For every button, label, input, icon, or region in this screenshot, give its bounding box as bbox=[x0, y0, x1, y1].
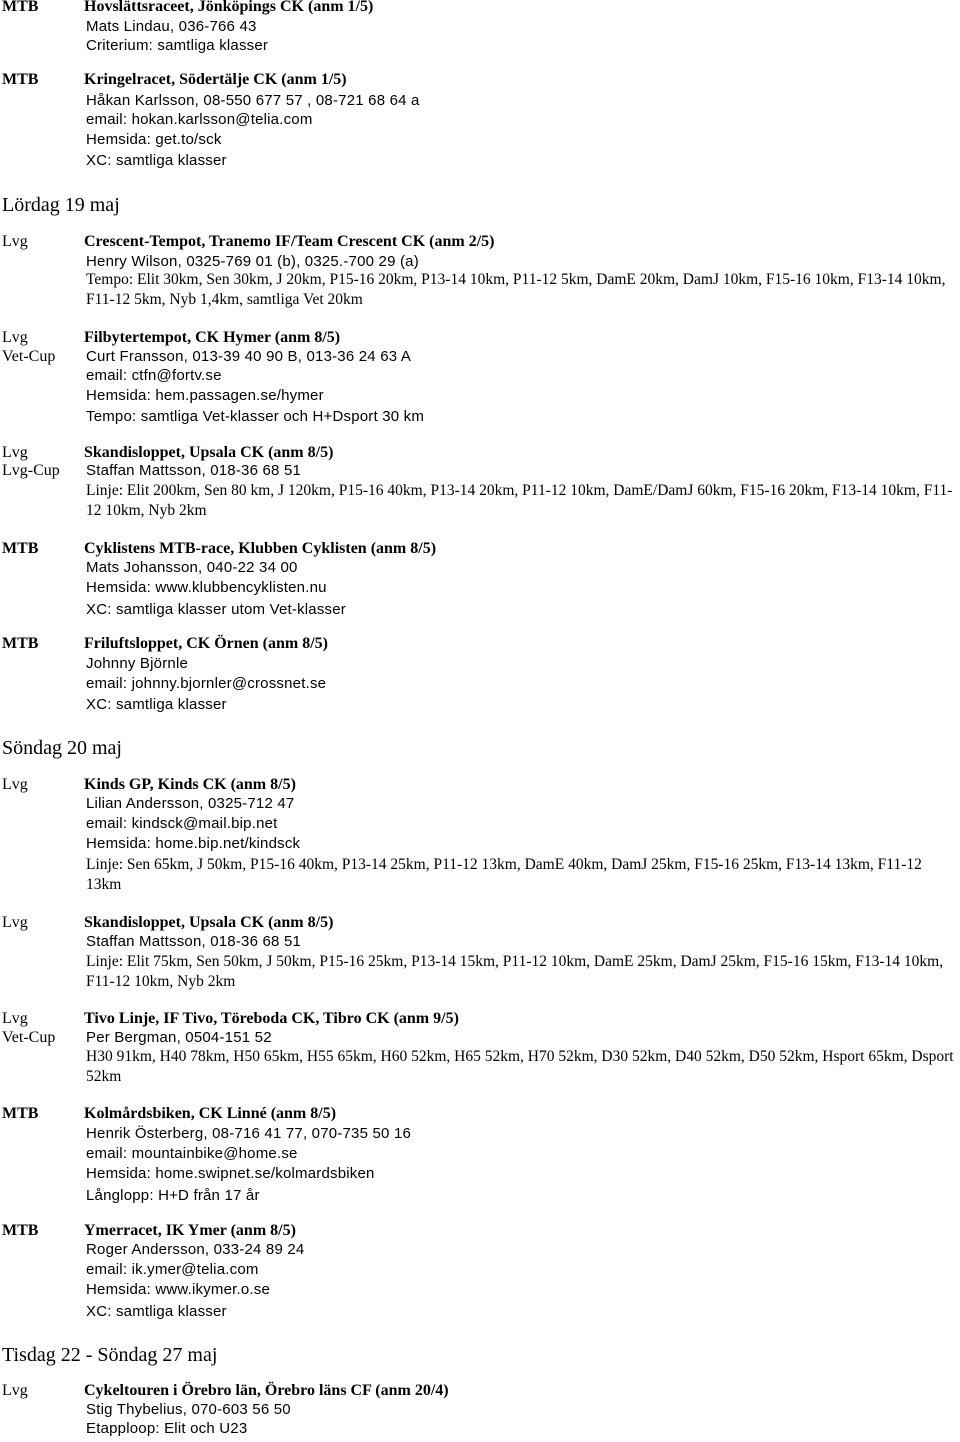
event-classes: Criterium: samtliga klasser bbox=[86, 37, 269, 54]
event-contact: Mats Johansson, 040-22 34 00 bbox=[86, 559, 298, 576]
event-contact: Curt Fransson, 013-39 40 90 B, 013-36 24 63 A bbox=[86, 348, 412, 365]
event-website: Hemsida: get.to/sck bbox=[86, 131, 222, 148]
event-classes: XC: samtliga klasser utom Vet-klasser bbox=[86, 601, 346, 618]
event-title: Ymerracet, IK Ymer (anm 8/5) bbox=[84, 1222, 296, 1239]
event-contact: Henry Wilson, 0325-769 01 (b), 0325.-700 29 (a) bbox=[86, 253, 419, 270]
event-classes: XC: samtliga klasser bbox=[86, 1303, 227, 1320]
event-title: Kringelracet, Södertälje CK (anm 1/5) bbox=[84, 71, 347, 88]
event-category: Lvg bbox=[2, 444, 28, 461]
event-email: email: ctfn@fortv.se bbox=[86, 367, 222, 384]
event-classes: Etapploop: Elit och U23 bbox=[86, 1420, 248, 1437]
event-title: Cyklistens MTB-race, Klubben Cyklisten (anm 8/5) bbox=[84, 540, 437, 557]
event-title: Kolmårdsbiken, CK Linné (anm 8/5) bbox=[84, 1105, 337, 1122]
event-contact: Lilian Andersson, 0325-712 47 bbox=[86, 795, 295, 812]
event-title: Cykeltouren i Örebro län, Örebro läns CF (anm 20/4) bbox=[84, 1382, 449, 1399]
event-contact: Stig Thybelius, 070-603 56 50 bbox=[86, 1401, 291, 1418]
event-contact: Roger Andersson, 033-24 89 24 bbox=[86, 1241, 305, 1258]
event-email: email: ik.ymer@telia.com bbox=[86, 1261, 259, 1278]
event-classes: XC: samtliga klasser bbox=[86, 696, 227, 713]
event-website: Hemsida: hem.passagen.se/hymer bbox=[86, 387, 324, 404]
day-heading: Tisdag 22 - Söndag 27 maj bbox=[2, 1344, 218, 1366]
day-heading: Lördag 19 maj bbox=[2, 194, 120, 216]
event-category: Lvg bbox=[2, 914, 28, 931]
event-classes: XC: samtliga klasser bbox=[86, 152, 227, 169]
event-contact: Mats Lindau, 036-766 43 bbox=[86, 18, 257, 35]
event-contact: Henrik Österberg, 08-716 41 77, 070-735 50 16 bbox=[86, 1125, 412, 1142]
event-category: Lvg bbox=[2, 1010, 28, 1027]
day-heading: Söndag 20 maj bbox=[2, 737, 122, 759]
event-category: MTB bbox=[2, 635, 39, 652]
event-details: Tempo: Elit 30km, Sen 30km, J 20km, P15-16 20km, P13-14 10km, P11-12 5km, DamE 20km, DamJ 10km, F15-16 10km, F13-14 10km, F11-12 5km, Nyb 1,4km, samtliga Vet 20km bbox=[86, 271, 946, 308]
event-title: Filbytertempot, CK Hymer (anm 8/5) bbox=[84, 329, 341, 346]
event-title: Hovslättsraceet, Jönköpings CK (anm 1/5) bbox=[84, 0, 374, 15]
event-category: Lvg bbox=[2, 329, 28, 346]
event-cup: Lvg-Cup bbox=[2, 462, 60, 479]
event-title: Skandisloppet, Upsala CK (anm 8/5) bbox=[84, 914, 334, 931]
event-cup: Vet-Cup bbox=[2, 1029, 56, 1046]
event-details: Linje: Elit 200km, Sen 80 km, J 120km, P15-16 40km, P13-14 20km, P11-12 10km, DamE/DamJ 60km, F15-16 20km, F13-14 10km, F11-12 10km, Nyb 2km bbox=[86, 482, 953, 519]
event-title: Tivo Linje, IF Tivo, Töreboda CK, Tibro CK (anm 9/5) bbox=[84, 1010, 459, 1027]
event-category: MTB bbox=[2, 540, 39, 557]
event-title: Friluftsloppet, CK Örnen (anm 8/5) bbox=[84, 635, 328, 652]
event-email: email: hokan.karlsson@telia.com bbox=[86, 111, 313, 128]
event-classes: Tempo: samtliga Vet-klasser och H+Dsport 30 km bbox=[86, 408, 425, 425]
event-website: Hemsida: home.swipnet.se/kolmardsbiken bbox=[86, 1165, 375, 1182]
event-details: H30 91km, H40 78km, H50 65km, H55 65km, H60 52km, H65 52km, H70 52km, D30 52km, D40 52km, D50 52km, Hsport 65km, Dsport 52km bbox=[86, 1048, 954, 1085]
event-website: Hemsida: www.ikymer.o.se bbox=[86, 1281, 271, 1298]
event-contact: Johnny Björnle bbox=[86, 655, 189, 672]
event-website: Hemsida: www.klubbencyklisten.nu bbox=[86, 579, 327, 596]
event-category: MTB bbox=[2, 71, 39, 88]
event-cup: Vet-Cup bbox=[2, 348, 56, 365]
event-title: Skandisloppet, Upsala CK (anm 8/5) bbox=[84, 444, 334, 461]
event-title: Kinds GP, Kinds CK (anm 8/5) bbox=[84, 776, 296, 793]
event-email: email: johnny.bjornler@crossnet.se bbox=[86, 675, 327, 692]
event-category: MTB bbox=[2, 0, 39, 15]
event-classes: Långlopp: H+D från 17 år bbox=[86, 1187, 260, 1204]
event-email: email: mountainbike@home.se bbox=[86, 1145, 298, 1162]
event-email: email: kindsck@mail.bip.net bbox=[86, 815, 278, 832]
event-title: Crescent-Tempot, Tranemo IF/Team Crescent CK (anm 2/5) bbox=[84, 233, 495, 250]
event-contact: Håkan Karlsson, 08-550 677 57 , 08-721 68 64 a bbox=[86, 92, 420, 109]
event-contact: Staffan Mattsson, 018-36 68 51 bbox=[86, 462, 302, 479]
event-category: Lvg bbox=[2, 776, 28, 793]
event-details: Linje: Elit 75km, Sen 50km, J 50km, P15-16 25km, P13-14 15km, P11-12 10km, DamE 25km, DamJ 25km, F15-16 15km, F13-14 10km, F11-12 10km, Nyb 2km bbox=[86, 953, 944, 990]
event-website: Hemsida: home.bip.net/kindsck bbox=[86, 835, 301, 852]
event-category: Lvg bbox=[2, 233, 28, 250]
event-details: Linje: Sen 65km, J 50km, P15-16 40km, P13-14 25km, P11-12 13km, DamE 40km, DamJ 25km, F15-16 25km, F13-14 13km, F11-12 13km bbox=[86, 856, 922, 893]
event-contact: Per Bergman, 0504-151 52 bbox=[86, 1029, 272, 1046]
event-contact: Staffan Mattsson, 018-36 68 51 bbox=[86, 933, 302, 950]
event-category: Lvg bbox=[2, 1382, 28, 1399]
event-category: MTB bbox=[2, 1222, 39, 1239]
event-category: MTB bbox=[2, 1105, 39, 1122]
